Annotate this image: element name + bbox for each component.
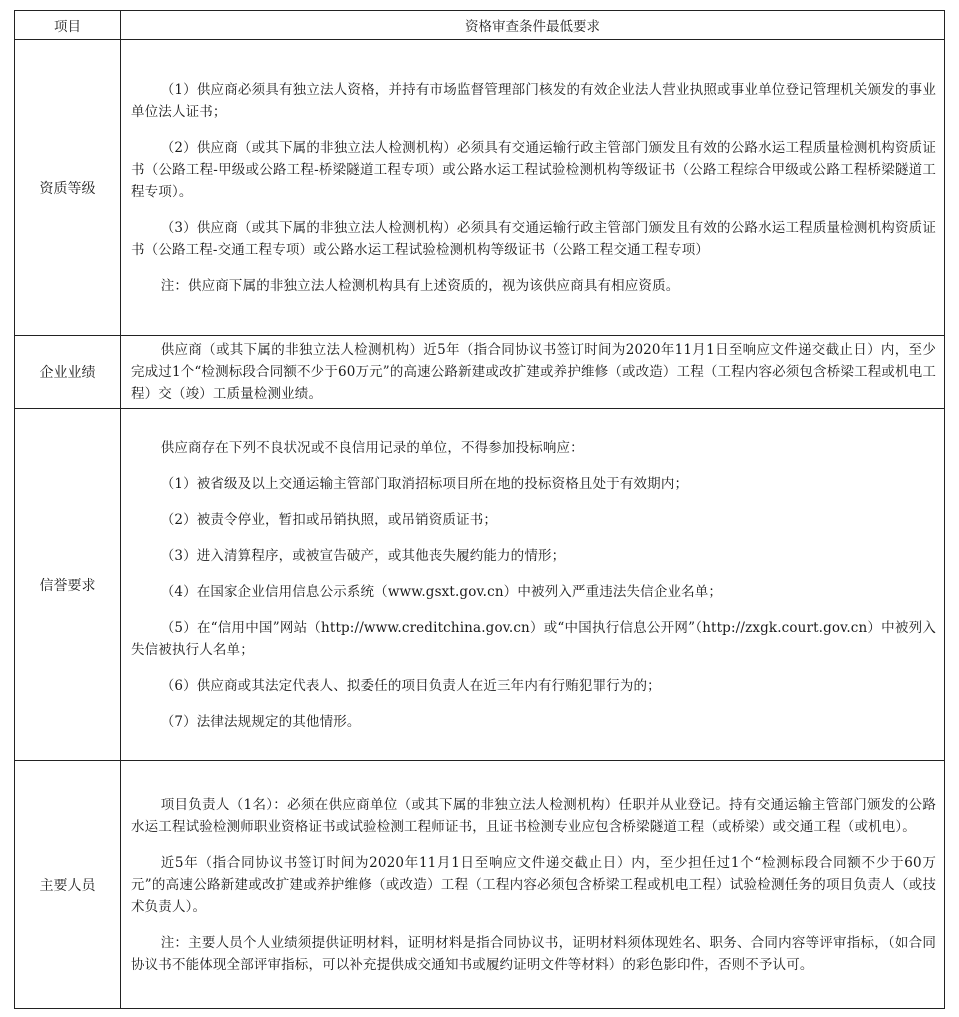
requirement-paragraph: （3）进入清算程序，或被宣告破产，或其他丧失履约能力的情形； [160, 547, 566, 564]
requirement-paragraph: （4）在国家企业信用信息公示系统（www.gsxt.gov.cn）中被列入严重违法失信企业名单； [160, 583, 723, 600]
requirement-cell [121, 761, 945, 1009]
requirement-note: 注：主要人员个人业绩须提供证明材料，证明材料是指合同协议书，证明材料须体现姓名、职务、合同内容等评审指标，（如合同协议书不能体现全部评审指标，可以补充提供成交通知书或履约证明文件等材料）的彩色影印件，否则不予认可。 [131, 934, 936, 973]
qualification-requirements-table [14, 10, 945, 1009]
requirement-paragraph: （6）供应商或其法定代表人、拟委任的项目负责人在近三年内有行贿犯罪行为的； [160, 677, 661, 694]
requirement-paragraph: 近5年（指合同协议书签订时间为2020年11月1日至响应文件递交截止日）内，至少担任过1个“检测标段合同额不少于60万元”的高速公路新建或改扩建或养护维修（或改造）工程（工程内容必须包含桥梁工程或机电工程）试验检测任务的项目负责人（或技术负责人）。 [131, 854, 936, 915]
requirement-paragraph: （2）被责令停业，暂扣或吊销执照，或吊销资质证书； [160, 511, 498, 528]
requirement-paragraph: （5）在“信用中国”网站（http://www.creditchina.gov.cn）或“中国执行信息公开网”（http://zxgk.court.gov.cn）中被列入失信被执行人名单； [131, 619, 936, 658]
header-requirement: 资格审查条件最低要求 [121, 11, 945, 40]
category-company-performance: 企业业绩 [15, 336, 121, 409]
row-qualification-level [15, 40, 945, 336]
requirement-paragraph: （1）供应商必须具有独立法人资格，并持有市场监督管理部门核发的有效企业法人营业执照或事业单位登记管理机关颁发的事业单位法人证书； [131, 81, 936, 120]
requirement-note: 注：供应商下属的非独立法人检测机构具有上述资质的，视为该供应商具有相应资质。 [160, 277, 680, 294]
requirement-paragraph: （7）法律法规规定的其他情形。 [160, 713, 361, 730]
requirement-paragraph: （1）被省级及以上交通运输主管部门取消招标项目所在地的投标资格且处于有效期内； [160, 475, 689, 492]
requirement-paragraph: 供应商（或其下属的非独立法人检测机构）近5年（指合同协议书签订时间为2020年11月1日至响应文件递交截止日）内，至少完成过1个“检测标段合同额不少于60万元”的高速公路新建或改扩建或养护维修（或改造）工程（工程内容必须包含桥梁工程或机电工程）交（竣）工质量检测业绩。 [131, 342, 936, 402]
row-key-personnel [15, 761, 945, 1009]
requirement-paragraph: （2）供应商（或其下属的非独立法人检测机构）必须具有交通运输行政主管部门颁发且有效的公路水运工程质量检测机构资质证书（公路工程-甲级或公路工程-桥梁隧道工程专项）或公路水运工程试验检测机构等级证书（公路工程综合甲级或公路工程桥梁隧道工程专项）。 [131, 139, 936, 200]
row-credit-requirements [15, 409, 945, 761]
requirement-cell [121, 336, 945, 409]
requirement-paragraph: 项目负责人（1名）：必须在供应商单位（或其下属的非独立法人检测机构）任职并从业登记。持有交通运输主管部门颁发的公路水运工程试验检测师职业资格证书或试验检测工程师证书，且证书检测专业应包含桥梁隧道工程（或桥梁）或交通工程（或机电）。 [131, 796, 936, 835]
requirement-paragraph: （3）供应商（或其下属的非独立法人检测机构）必须具有交通运输行政主管部门颁发且有效的公路水运工程质量检测机构资质证书（公路工程-交通工程专项）或公路水运工程试验检测机构等级证书（公路工程交通工程专项） [131, 219, 936, 258]
category-qualification-level: 资质等级 [15, 40, 121, 336]
category-key-personnel: 主要人员 [15, 761, 121, 1009]
table-header-row [15, 11, 945, 40]
requirement-cell [121, 40, 945, 336]
row-company-performance [15, 336, 945, 409]
requirement-intro: 供应商存在下列不良状况或不良信用记录的单位，不得参加投标响应： [160, 439, 584, 456]
header-item: 项目 [15, 11, 121, 40]
category-credit-requirements: 信誉要求 [15, 409, 121, 761]
requirement-cell [121, 409, 945, 761]
